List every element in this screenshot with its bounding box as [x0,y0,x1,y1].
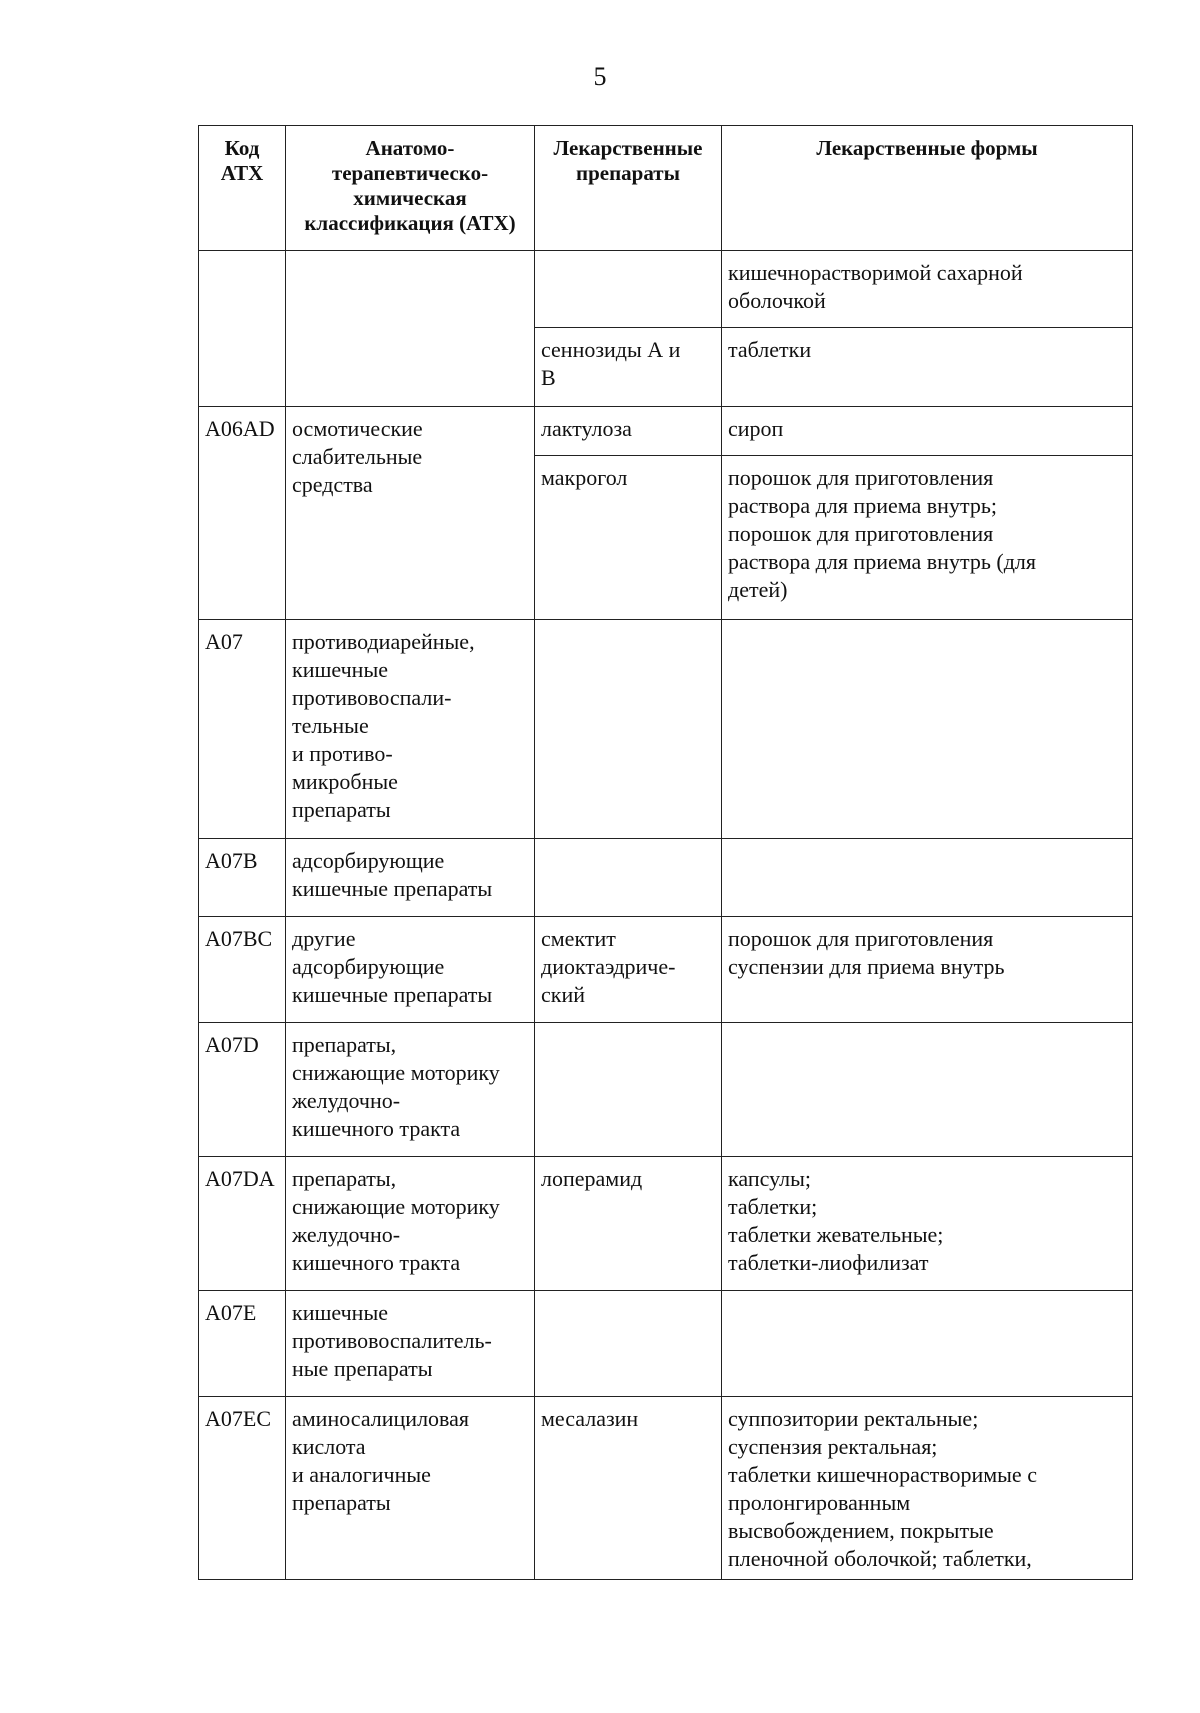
drug-cell [535,839,722,917]
table-row [199,1291,1133,1397]
drug-cell: лактулоза [535,407,722,456]
form-cell [722,620,1133,839]
form-cell: капсулы; таблетки; таблетки жевательные; таблетки-лиофилизат [722,1157,1133,1291]
drug-cell [535,620,722,839]
drug-cell: лоперамид [535,1157,722,1291]
form-cell: порошок для приготовления раствора для приема внутрь; порошок для приготовления раствора для приема внутрь (для детей) [722,456,1133,620]
classification-cell [286,251,535,407]
code-cell [199,251,286,407]
table-row [199,1023,1133,1157]
table-row [199,1397,1133,1580]
page-number: 5 [593,62,607,91]
header-classification: Анатомо- терапевтическо- химическая классификация (АТХ) [286,126,535,251]
classification-cell: осмотические слабительные средства [286,407,535,620]
code-cell: A07DA [199,1157,286,1291]
form-cell: таблетки [722,328,1133,407]
header-code: Код АТХ [199,126,286,251]
code-cell: A07D [199,1023,286,1157]
drug-cell: макрогол [535,456,722,620]
classification-cell: адсорбирующие кишечные препараты [286,839,535,917]
form-cell: порошок для приготовления суспензии для приема внутрь [722,917,1133,1023]
classification-cell: противодиарейные, кишечные противовоспали- тельные и противо- микробные препараты [286,620,535,839]
table-row [199,251,1133,328]
atx-table [198,125,1133,1580]
code-cell: A07 [199,620,286,839]
classification-cell: аминосалициловая кислота и аналогичные препараты [286,1397,535,1580]
drug-cell [535,1291,722,1397]
header-drugs: Лекарственные препараты [535,126,722,251]
table-row [199,620,1133,839]
form-cell [722,839,1133,917]
form-cell [722,1023,1133,1157]
drug-cell: смектит диоктаэдриче- ский [535,917,722,1023]
form-cell [722,1291,1133,1397]
table-row [199,917,1133,1023]
classification-cell: кишечные противовоспалитель- ные препараты [286,1291,535,1397]
code-cell: A07B [199,839,286,917]
table-row [199,407,1133,456]
table-row [199,1157,1133,1291]
table-header-row [199,126,1133,251]
classification-cell: препараты, снижающие моторику желудочно- кишечного тракта [286,1023,535,1157]
classification-cell: препараты, снижающие моторику желудочно- кишечного тракта [286,1157,535,1291]
header-forms: Лекарственные формы [722,126,1133,251]
form-cell: кишечнорастворимой сахарной оболочкой [722,251,1133,328]
drug-cell [535,1023,722,1157]
drug-cell [535,251,722,328]
form-cell: сироп [722,407,1133,456]
classification-cell: другие адсорбирующие кишечные препараты [286,917,535,1023]
drug-cell: месалазин [535,1397,722,1580]
table-row [199,839,1133,917]
code-cell: A07E [199,1291,286,1397]
code-cell: A07EC [199,1397,286,1580]
form-cell: суппозитории ректальные; суспензия ректальная; таблетки кишечнорастворимые с пролонгированным высвобождением, покрытые пленочной оболочкой; таблетки, [722,1397,1133,1580]
code-cell: A07BC [199,917,286,1023]
code-cell: A06AD [199,407,286,620]
drug-cell: сеннозиды А и В [535,328,722,407]
